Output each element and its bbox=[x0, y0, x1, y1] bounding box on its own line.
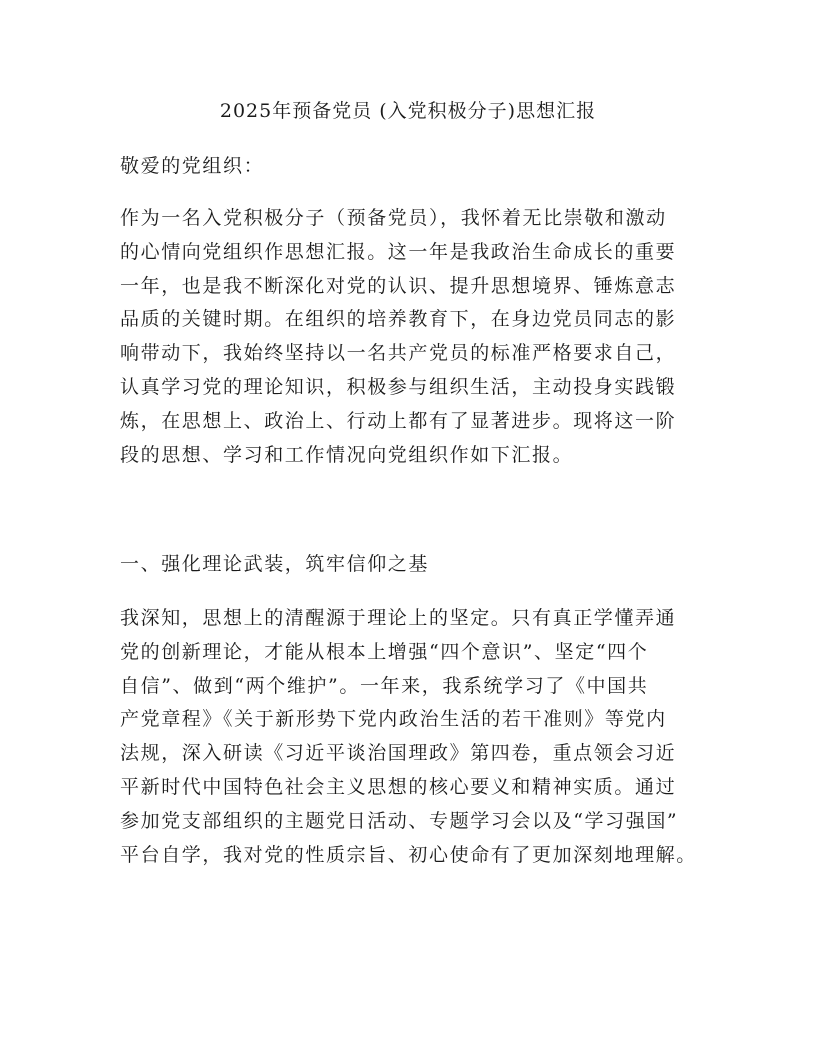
paragraph-line: 平新时代中国特色社会主义思想的核心要义和精神实质。通过 bbox=[120, 775, 677, 798]
paragraph-line: 认真学习党的理论知识，积极参与组织生活，主动投身实践锻 bbox=[120, 375, 677, 398]
section-paragraph bbox=[120, 602, 720, 872]
paragraph-line: 产党章程》《关于新形势下党内政治生活的若干准则》等党内 bbox=[120, 708, 667, 731]
paragraph-line: 一年，也是我不断深化对党的认识、提升思想境界、锤炼意志 bbox=[120, 274, 677, 297]
salutation: 敬爱的党组织： bbox=[120, 155, 265, 177]
paragraph-line: 作为一名入党积极分子（预备党员），我怀着无比崇敬和激动 bbox=[120, 207, 667, 229]
paragraph-line: 我深知，思想上的清醒源于理论上的坚定。只有真正学懂弄通 bbox=[120, 607, 677, 629]
section-heading: 一、强化理论武装，筑牢信仰之基 bbox=[120, 553, 430, 575]
paragraph-line: 党的创新理论，才能从根本上增强“四个意识”、坚定“四个 bbox=[120, 640, 649, 663]
paragraph-line: 的心情向党组织作思想汇报。这一年是我政治生命成长的重要 bbox=[120, 240, 677, 263]
paragraph-line: 炼，在思想上、政治上、行动上都有了显著进步。现将这一阶 bbox=[120, 409, 677, 432]
paragraph-line: 品质的关键时期。在组织的培养教育下，在身边党员同志的影 bbox=[120, 308, 677, 331]
paragraph-line: 段的思想、学习和工作情况向党组织作如下汇报。 bbox=[120, 443, 574, 466]
paragraph-line: 参加党支部组织的主题党日活动、专题学习会以及“学习强国” bbox=[120, 809, 679, 832]
paragraph-line: 法规，深入研读《习近平谈治国理政》第四卷，重点领会习近 bbox=[120, 742, 677, 765]
document-title: 2025年预备党员 (入党积极分子)思想汇报 bbox=[219, 100, 597, 122]
paragraph-line: 平台自学，我对党的性质宗旨、初心使命有了更加深刻地理解。 bbox=[120, 843, 697, 866]
intro-paragraph bbox=[120, 202, 720, 472]
paragraph-line: 自信”、做到“两个维护”。一年来，我系统学习了《中国共 bbox=[120, 674, 649, 697]
paragraph-line: 响带动下，我始终坚持以一名共产党员的标准严格要求自己， bbox=[120, 342, 677, 365]
